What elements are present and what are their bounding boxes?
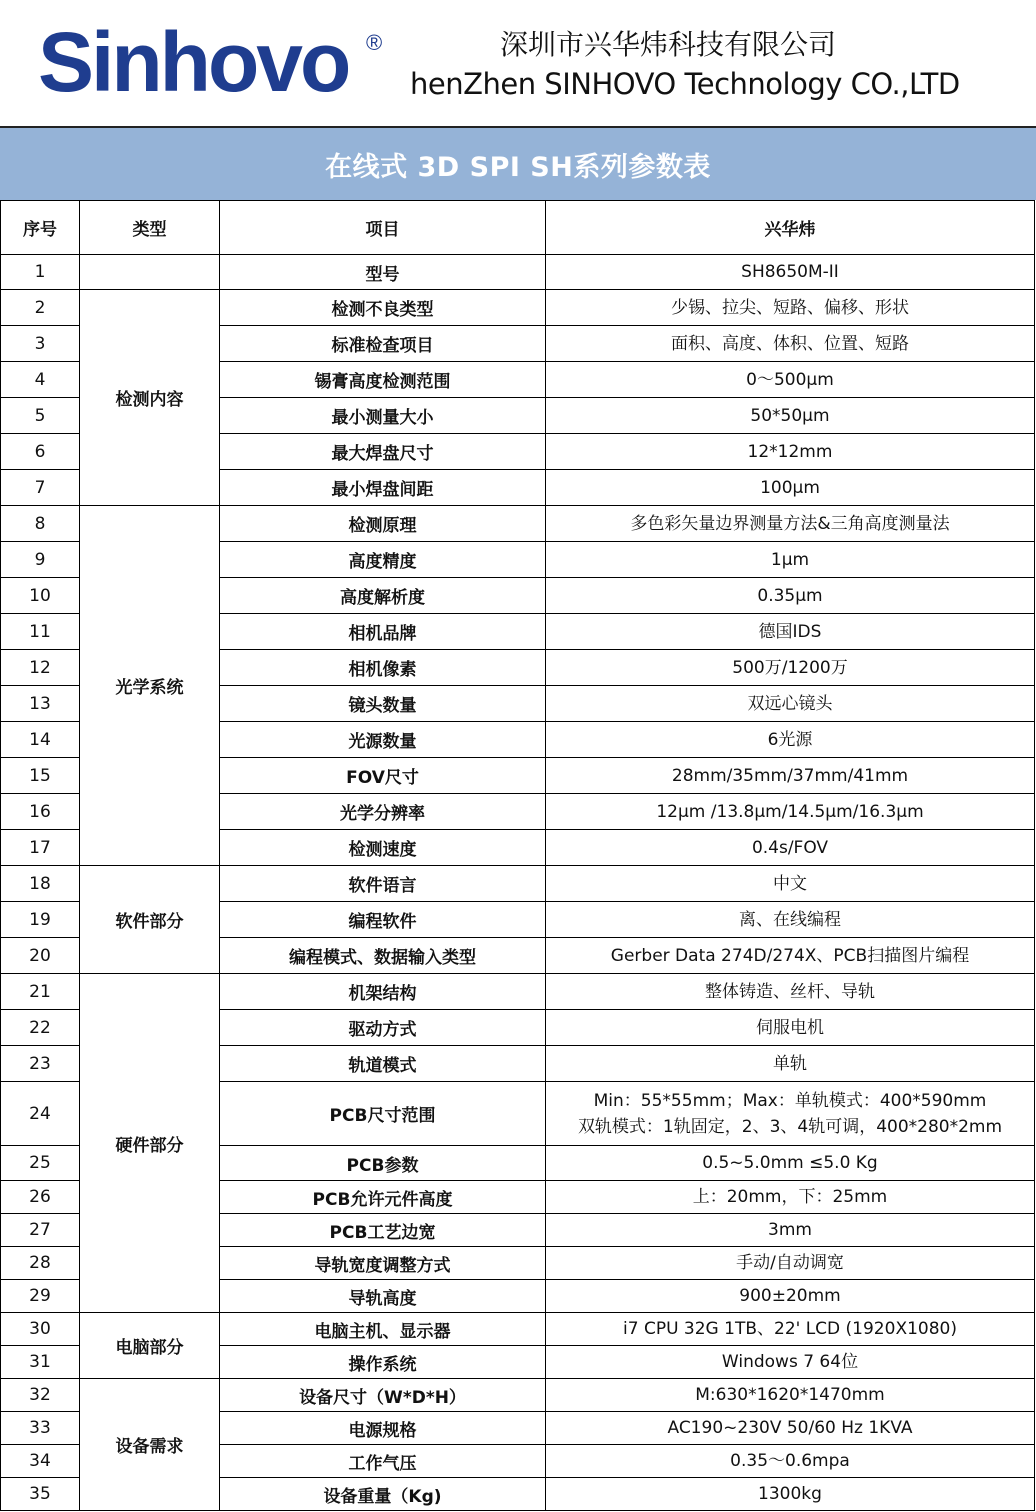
row-num: 31: [1, 1346, 80, 1379]
row-value: 离、在线编程: [546, 902, 1035, 938]
row-num: 20: [1, 938, 80, 974]
row-item: 高度解析度: [220, 578, 546, 614]
row-value: 少锡、拉尖、短路、偏移、形状: [546, 290, 1035, 326]
row-item: 设备尺寸（W*D*H）: [220, 1379, 546, 1412]
row-item: 轨道模式: [220, 1046, 546, 1082]
row-item: PCB参数: [220, 1146, 546, 1181]
row-value: 100μm: [546, 470, 1035, 506]
row-value: SH8650M-II: [546, 255, 1035, 290]
row-num: 8: [1, 506, 80, 542]
row-num: 25: [1, 1146, 80, 1181]
row-num: 7: [1, 470, 80, 506]
row-value: 3mm: [546, 1214, 1035, 1247]
table-row: [1, 1313, 1035, 1346]
row-num: 1: [1, 255, 80, 290]
row-num: 14: [1, 722, 80, 758]
row-item: 检测原理: [220, 506, 546, 542]
row-item: 导轨宽度调整方式: [220, 1247, 546, 1280]
row-value: 0.35～0.6mpa: [546, 1445, 1035, 1478]
row-num: 23: [1, 1046, 80, 1082]
row-num: 17: [1, 830, 80, 866]
row-item: 镜头数量: [220, 686, 546, 722]
sinhovo-logo: Sinhovo: [38, 15, 349, 109]
company-name-cn: 深圳市兴华炜科技有限公司: [500, 28, 837, 61]
row-item: 锡膏高度检测范围: [220, 362, 546, 398]
row-value: 0.35μm: [546, 578, 1035, 614]
row-num: 10: [1, 578, 80, 614]
row-item: 最小测量大小: [220, 398, 546, 434]
row-num: 22: [1, 1010, 80, 1046]
row-item: 导轨高度: [220, 1280, 546, 1313]
category-software: 软件部分: [80, 866, 220, 974]
row-num: 34: [1, 1445, 80, 1478]
row-num: 21: [1, 974, 80, 1010]
row-item: 机架结构: [220, 974, 546, 1010]
row-num: 15: [1, 758, 80, 794]
row-item: 编程模式、数据输入类型: [220, 938, 546, 974]
row-num: 29: [1, 1280, 80, 1313]
row-value: Windows 7 64位: [546, 1346, 1035, 1379]
table-row: [1, 866, 1035, 902]
row-num: 9: [1, 542, 80, 578]
row-value: 12*12mm: [546, 434, 1035, 470]
row-value: AC190~230V 50/60 Hz 1KVA: [546, 1412, 1035, 1445]
row-value: 28mm/35mm/37mm/41mm: [546, 758, 1035, 794]
row-item: 高度精度: [220, 542, 546, 578]
row-item: PCB允许元件高度: [220, 1181, 546, 1214]
row-value: 6光源: [546, 722, 1035, 758]
registered-mark: ®: [366, 30, 383, 55]
row-value: 双远心镜头: [546, 686, 1035, 722]
row-value: 900±20mm: [546, 1280, 1035, 1313]
company-name-en: henZhen SINHOVO Technology CO.,LTD: [410, 67, 960, 101]
header-category: 类型: [80, 201, 220, 255]
table-row: [1, 255, 1035, 290]
row-num: 30: [1, 1313, 80, 1346]
row-item: 光源数量: [220, 722, 546, 758]
row-item: 光学分辨率: [220, 794, 546, 830]
row-item: 型号: [220, 255, 546, 290]
row-num: 18: [1, 866, 80, 902]
page-title: 在线式 3D SPI SH系列参数表: [325, 151, 711, 183]
row-value: 整体铸造、丝杆、导轨: [546, 974, 1035, 1010]
row-item: FOV尺寸: [220, 758, 546, 794]
row-num: 33: [1, 1412, 80, 1445]
row-value: 单轨: [546, 1046, 1035, 1082]
category-detection: 检测内容: [80, 290, 220, 506]
row-num: 19: [1, 902, 80, 938]
category-computer: 电脑部分: [80, 1313, 220, 1379]
row-value: 0～500μm: [546, 362, 1035, 398]
row-num: 6: [1, 434, 80, 470]
category-empty: [80, 255, 220, 290]
row-item: 检测不良类型: [220, 290, 546, 326]
row-item: 检测速度: [220, 830, 546, 866]
row-item: 最小焊盘间距: [220, 470, 546, 506]
row-num: 2: [1, 290, 80, 326]
row-num: 35: [1, 1478, 80, 1511]
table-header-row: [1, 201, 1035, 255]
table-row: [1, 506, 1035, 542]
row-item: 标准检查项目: [220, 326, 546, 362]
row-value: 手动/自动调宽: [546, 1247, 1035, 1280]
table-row: [1, 974, 1035, 1010]
header-value: 兴华炜: [546, 201, 1035, 255]
category-optics: 光学系统: [80, 506, 220, 866]
title-band: [0, 128, 1036, 200]
header: [0, 0, 1036, 128]
row-item: PCB尺寸范围: [220, 1082, 546, 1146]
row-value: i7 CPU 32G 1TB、22' LCD (1920X1080): [546, 1313, 1035, 1346]
row-item: 设备重量（Kg): [220, 1478, 546, 1511]
row-num: 4: [1, 362, 80, 398]
row-value: Gerber Data 274D/274X、PCB扫描图片编程: [546, 938, 1035, 974]
row-num: 3: [1, 326, 80, 362]
row-num: 5: [1, 398, 80, 434]
row-num: 11: [1, 614, 80, 650]
row-item: 相机像素: [220, 650, 546, 686]
row-item: 电脑主机、显示器: [220, 1313, 546, 1346]
row-item: 电源规格: [220, 1412, 546, 1445]
category-requirements: 设备需求: [80, 1379, 220, 1511]
row-item: 操作系统: [220, 1346, 546, 1379]
row-value: 50*50μm: [546, 398, 1035, 434]
row-value-line-1: Min：55*55mm；Max：单轨模式：400*590mm: [593, 1090, 987, 1111]
header-item: 项目: [220, 201, 546, 255]
row-num: 26: [1, 1181, 80, 1214]
row-item: 最大焊盘尺寸: [220, 434, 546, 470]
row-value: 上：20mm，下：25mm: [546, 1181, 1035, 1214]
row-item: 相机品牌: [220, 614, 546, 650]
row-item: PCB工艺边宽: [220, 1214, 546, 1247]
row-value: 1300kg: [546, 1478, 1035, 1511]
row-num: 27: [1, 1214, 80, 1247]
row-num: 24: [1, 1082, 80, 1146]
row-value: 德国IDS: [546, 614, 1035, 650]
row-value: 多色彩矢量边界测量方法&三角高度测量法: [546, 506, 1035, 542]
category-hardware: 硬件部分: [80, 974, 220, 1313]
row-item: 工作气压: [220, 1445, 546, 1478]
row-value: [546, 1082, 1035, 1146]
row-num: 28: [1, 1247, 80, 1280]
table-row: [1, 290, 1035, 326]
row-value: 0.5~5.0mm ≤5.0 Kg: [546, 1146, 1035, 1181]
row-value: 1μm: [546, 542, 1035, 578]
row-value: 500万/1200万: [546, 650, 1035, 686]
row-value: M:630*1620*1470mm: [546, 1379, 1035, 1412]
row-num: 12: [1, 650, 80, 686]
row-item: 软件语言: [220, 866, 546, 902]
row-value: 0.4s/FOV: [546, 830, 1035, 866]
row-value: 中文: [546, 866, 1035, 902]
row-item: 编程软件: [220, 902, 546, 938]
row-value: 伺服电机: [546, 1010, 1035, 1046]
row-num: 32: [1, 1379, 80, 1412]
row-value: 面积、高度、体积、位置、短路: [546, 326, 1035, 362]
spec-table: [0, 200, 1035, 1511]
row-item: 驱动方式: [220, 1010, 546, 1046]
row-num: 16: [1, 794, 80, 830]
header-num: 序号: [1, 201, 80, 255]
row-num: 13: [1, 686, 80, 722]
row-value-line-2: 双轨模式：1轨固定，2、3、4轨可调，400*280*2mm: [577, 1116, 1003, 1137]
row-value: 12μm /13.8μm/14.5μm/16.3μm: [546, 794, 1035, 830]
table-row: [1, 1379, 1035, 1412]
